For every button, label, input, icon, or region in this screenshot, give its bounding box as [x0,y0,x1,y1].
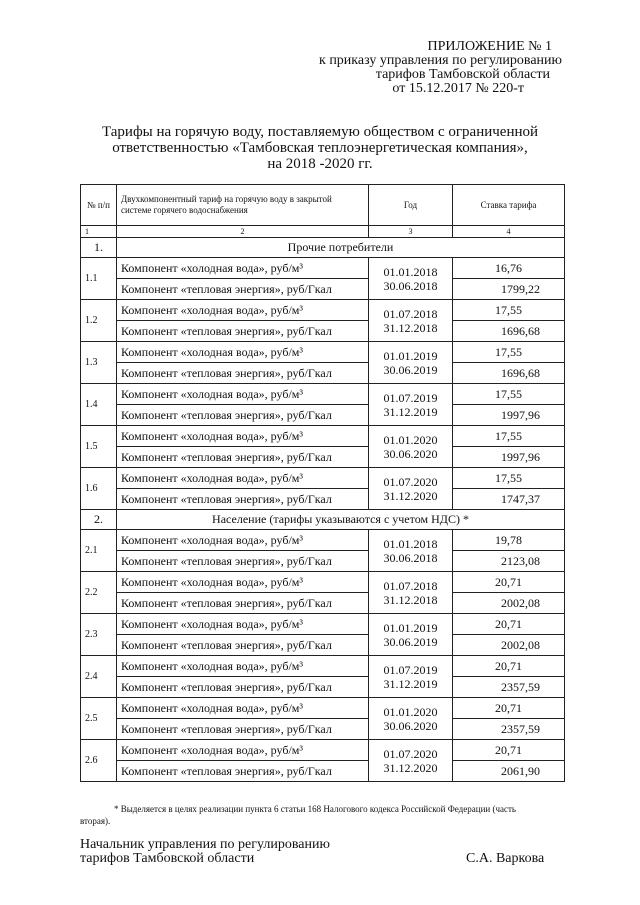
cold-water-component-label: Компонент «холодная вода», руб/м³ [117,572,369,593]
table-row [81,593,565,614]
table-row [81,384,565,405]
header-year: Год [369,185,453,226]
cold-water-component-label: Компонент «холодная вода», руб/м³ [117,258,369,279]
appendix-line-date: от 15.12.2017 № 220-т [392,81,524,96]
row-number: 2.5 [81,698,117,740]
cold-water-rate: 19,78 [453,530,565,551]
row-number: 2.4 [81,656,117,698]
period-from: 01.07.2020 [383,474,438,489]
cold-water-component-label: Компонент «холодная вода», руб/м³ [117,300,369,321]
title-line-1: Тарифы на горячую воду, поставляемую обществом с ограниченной [101,124,539,140]
appendix-title: ПРИЛОЖЕНИЕ № 1 [427,39,552,54]
title-line-2: ответственностью «Тамбовская теплоэнергетическая компания», [112,140,528,156]
row-number: 2.3 [81,614,117,656]
period-from: 01.01.2018 [383,536,438,551]
section-number: 2. [81,510,117,530]
cold-water-component-label: Компонент «холодная вода», руб/м³ [117,740,369,761]
signatory-position-line-1: Начальник управления по регулированию [80,837,330,852]
cold-water-component-label: Компонент «холодная вода», руб/м³ [117,426,369,447]
heat-energy-rate: 2357,59 [453,719,565,740]
column-number: 4 [453,226,565,238]
period-to: 30.06.2018 [383,278,438,293]
column-number: 2 [117,226,369,238]
heat-energy-rate: 1997,96 [453,405,565,426]
period-to: 31.12.2018 [383,592,438,607]
period-to: 30.06.2019 [383,634,438,649]
heat-energy-rate: 1997,96 [453,447,565,468]
table-row [81,447,565,468]
column-number: 1 [81,226,117,238]
period-from: 01.07.2018 [383,306,438,321]
cold-water-rate: 20,71 [453,572,565,593]
row-number: 1.6 [81,468,117,510]
cold-water-component-label: Компонент «холодная вода», руб/м³ [117,698,369,719]
table-row [81,258,565,279]
table-row [81,426,565,447]
table-row [81,551,565,572]
period-to: 30.06.2019 [383,362,438,377]
cold-water-component-label: Компонент «холодная вода», руб/м³ [117,530,369,551]
table-row [81,761,565,782]
heat-energy-rate: 1799,22 [453,279,565,300]
period-to: 31.12.2020 [383,760,438,775]
section-title: Прочие потребители [117,238,565,258]
period-cell [369,384,453,426]
appendix-line-order: к приказу управления по регулированию [319,53,562,68]
cold-water-rate: 17,55 [453,300,565,321]
table-row [81,698,565,719]
heat-energy-component-label: Компонент «тепловая энергия», руб/Гкал [117,363,369,384]
table-row [81,740,565,761]
section-row [81,238,565,258]
row-number: 1.4 [81,384,117,426]
row-number: 1.2 [81,300,117,342]
section-title: Население (тарифы указываются с учетом НДС) * [117,510,565,530]
title-line-3: на 2018 -2020 гг. [267,156,373,172]
period-from: 01.07.2019 [383,662,438,677]
period-cell [369,426,453,468]
heat-energy-component-label: Компонент «тепловая энергия», руб/Гкал [117,635,369,656]
heat-energy-component-label: Компонент «тепловая энергия», руб/Гкал [117,761,369,782]
cold-water-rate: 17,55 [453,468,565,489]
period-cell [369,258,453,300]
period-cell [369,342,453,384]
cold-water-rate: 20,71 [453,656,565,677]
period-from: 01.07.2020 [383,746,438,761]
table-row [81,279,565,300]
heat-energy-component-label: Компонент «тепловая энергия», руб/Гкал [117,321,369,342]
period-cell [369,530,453,572]
heat-energy-component-label: Компонент «тепловая энергия», руб/Гкал [117,447,369,468]
heat-energy-rate: 2061,90 [453,761,565,782]
table-row [81,719,565,740]
period-from: 01.01.2020 [383,704,438,719]
period-cell [369,468,453,510]
period-cell [369,572,453,614]
period-from: 01.01.2020 [383,432,438,447]
table-row [81,300,565,321]
cold-water-rate: 20,71 [453,614,565,635]
cold-water-rate: 17,55 [453,426,565,447]
column-number: 3 [369,226,453,238]
heat-energy-component-label: Компонент «тепловая энергия», руб/Гкал [117,279,369,300]
row-number: 2.6 [81,740,117,782]
row-number: 1.1 [81,258,117,300]
heat-energy-rate: 2123,08 [453,551,565,572]
heat-energy-component-label: Компонент «тепловая энергия», руб/Гкал [117,593,369,614]
period-to: 31.12.2019 [383,676,438,691]
row-number: 1.5 [81,426,117,468]
table-row [81,468,565,489]
heat-energy-component-label: Компонент «тепловая энергия», руб/Гкал [117,719,369,740]
header-rate: Ставка тарифа [453,185,565,226]
period-from: 01.07.2018 [383,578,438,593]
cold-water-component-label: Компонент «холодная вода», руб/м³ [117,468,369,489]
period-cell [369,614,453,656]
heat-energy-rate: 2002,08 [453,635,565,656]
cold-water-component-label: Компонент «холодная вода», руб/м³ [117,342,369,363]
row-number: 2.2 [81,572,117,614]
period-from: 01.01.2019 [383,620,438,635]
cold-water-rate: 17,55 [453,384,565,405]
period-to: 30.06.2020 [383,718,438,733]
appendix-header [300,40,600,96]
heat-energy-component-label: Компонент «тепловая энергия», руб/Гкал [117,405,369,426]
period-to: 31.12.2020 [383,488,438,503]
table-row [81,572,565,593]
heat-energy-rate: 2002,08 [453,593,565,614]
period-to: 31.12.2019 [383,404,438,419]
heat-energy-rate: 1747,37 [453,489,565,510]
footnote-line-2: вторая). [80,816,111,826]
table-row [81,677,565,698]
section-row [81,510,565,530]
period-cell [369,656,453,698]
row-number: 2.1 [81,530,117,572]
table-row [81,656,565,677]
period-cell [369,300,453,342]
period-cell [369,698,453,740]
footnote [80,803,610,827]
cold-water-rate: 20,71 [453,698,565,719]
cold-water-component-label: Компонент «холодная вода», руб/м³ [117,614,369,635]
header-no: № п/п [81,185,117,226]
section-number: 1. [81,238,117,258]
heat-energy-component-label: Компонент «тепловая энергия», руб/Гкал [117,677,369,698]
cold-water-rate: 20,71 [453,740,565,761]
heat-energy-rate: 1696,68 [453,321,565,342]
period-to: 30.06.2018 [383,550,438,565]
table-header-row [81,185,565,226]
heat-energy-rate: 2357,59 [453,677,565,698]
period-from: 01.01.2018 [383,264,438,279]
header-description: Двухкомпонентный тариф на горячую воду в закрытой системе горячего водоснабжения [117,185,369,226]
table-row [81,363,565,384]
signatory-name: С.А. Варкова [466,851,545,866]
table-row [81,530,565,551]
tariff-table [80,184,565,782]
period-to: 31.12.2018 [383,320,438,335]
period-from: 01.07.2019 [383,390,438,405]
cold-water-rate: 17,55 [453,342,565,363]
table-row [81,405,565,426]
table-row [81,321,565,342]
column-number-row [81,226,565,238]
cold-water-component-label: Компонент «холодная вода», руб/м³ [117,384,369,405]
table-body [81,238,565,782]
heat-energy-component-label: Компонент «тепловая энергия», руб/Гкал [117,489,369,510]
period-to: 30.06.2020 [383,446,438,461]
footnote-line-1: * Выделяется в целях реализации пункта 6 статьи 168 Налогового кодекса Российской Федерации (часть [114,804,517,814]
period-from: 01.01.2019 [383,348,438,363]
heat-energy-rate: 1696,68 [453,363,565,384]
heat-energy-component-label: Компонент «тепловая энергия», руб/Гкал [117,551,369,572]
row-number: 1.3 [81,342,117,384]
appendix-line-region: тарифов Тамбовской области [375,67,550,82]
signatory-position [80,838,330,866]
cold-water-rate: 16,76 [453,258,565,279]
document-title [80,124,560,172]
signatory-position-line-2: тарифов Тамбовской области [80,851,255,866]
table-row [81,489,565,510]
table-row [81,342,565,363]
period-cell [369,740,453,782]
cold-water-component-label: Компонент «холодная вода», руб/м³ [117,656,369,677]
table-row [81,614,565,635]
table-row [81,635,565,656]
